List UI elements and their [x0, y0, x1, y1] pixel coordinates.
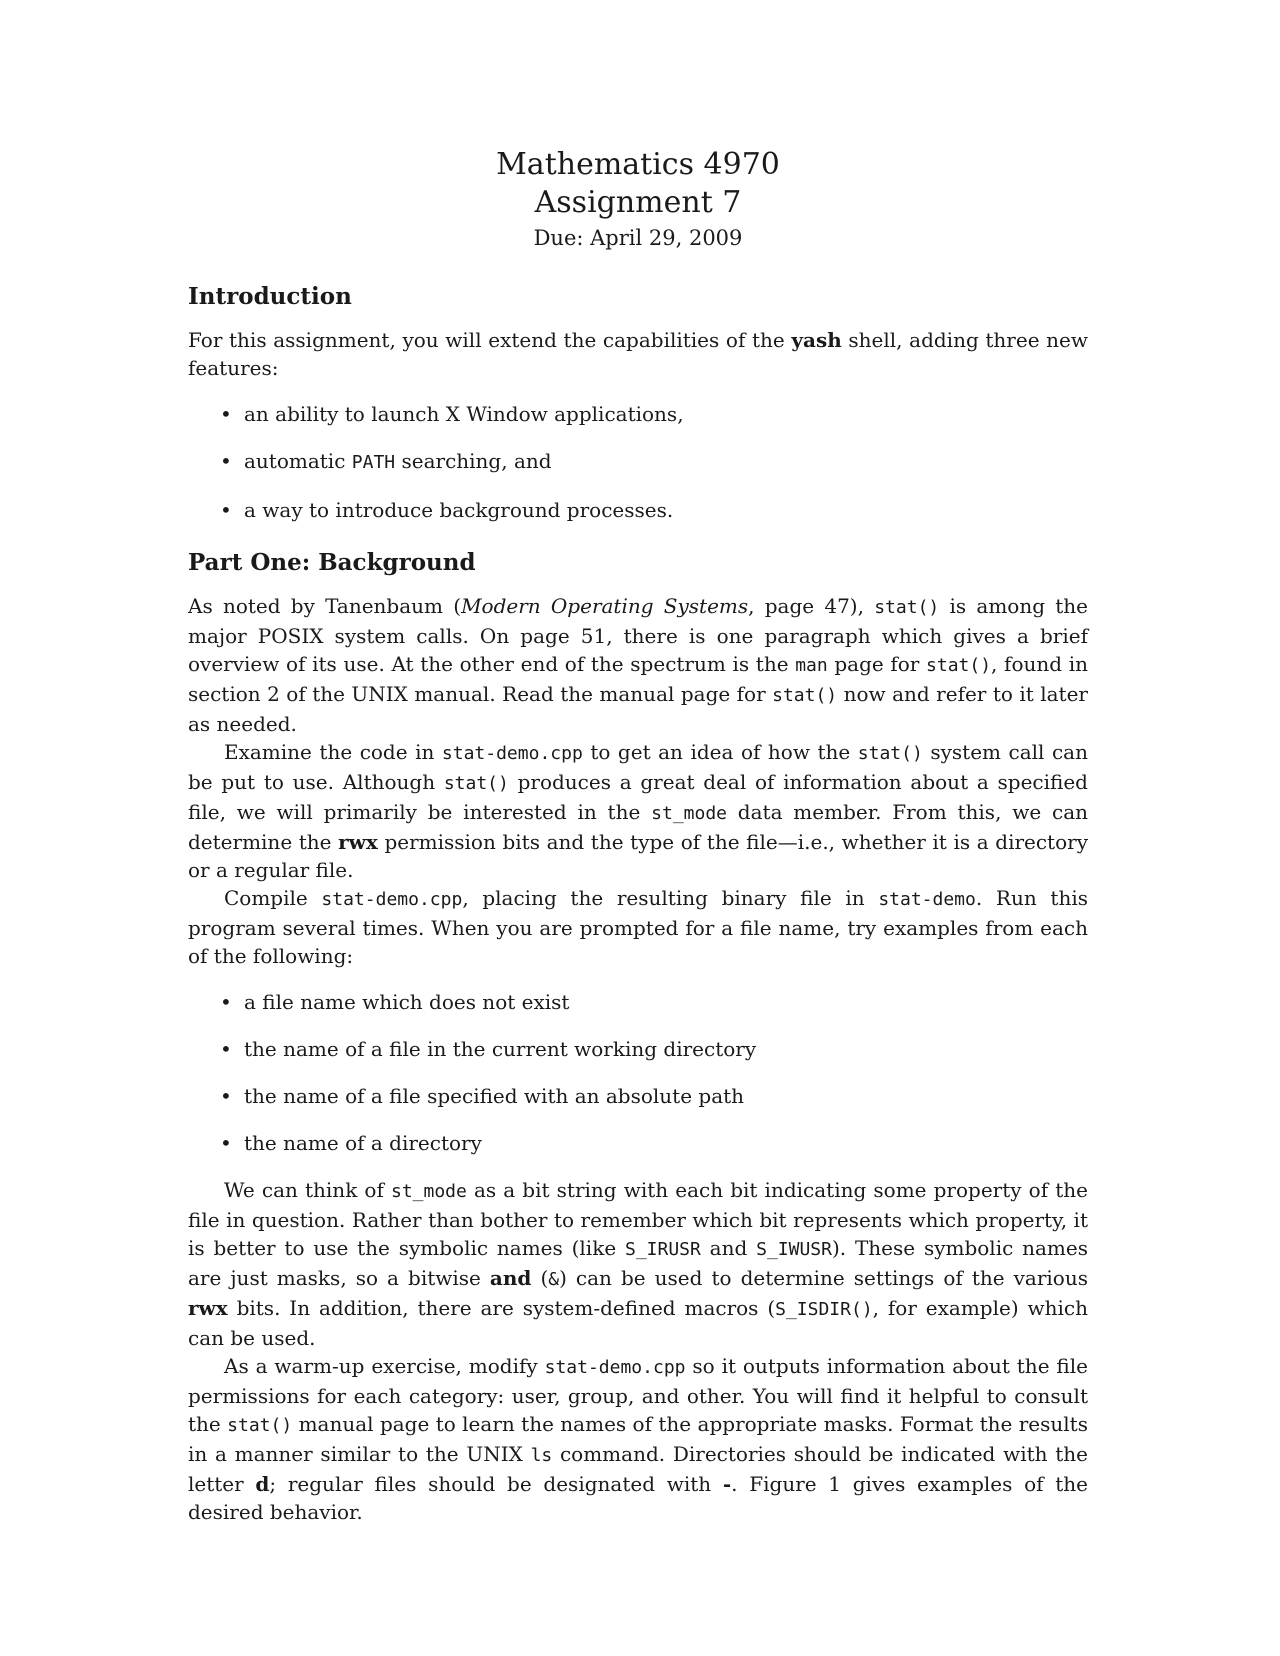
paragraph-warm-up: As a warm-up exercise, modify stat-demo.cpp so it outputs information about the file permissions for each category: user, group, and other. You will find it helpful to consult the stat() manual page to learn the names of the appropriate masks. Format the results in a manner similar to the UNIX ls command. Directories should be indicated with the letter d; regular files should be designated with -. Figure 1 gives examples of the desired behavior.: [188, 1354, 1088, 1524]
part-one-heading: Part One: Background: [188, 549, 476, 576]
book-title: Modern Operating Systems: [461, 594, 749, 618]
introduction-paragraph: For this assignment, you will extend the capabilities of the yash shell, adding three new features:: [188, 328, 1088, 380]
document-page: [188, 0, 1088, 1526]
list-item: • automatic PATH searching, and: [188, 447, 1088, 477]
title-block: [188, 146, 1088, 252]
list-item: • the name of a file specified with an absolute path: [188, 1082, 1088, 1110]
feature-list: [188, 400, 1088, 524]
paragraph-st-mode: We can think of st_mode as a bit string with each bit indicating some property of the file in question. Rather than bother to remember which bit represents which property, it is better to use the symbolic names (like S_IRUSR and S_IWUSR). These symbolic names are just masks, so a bitwise and (&) can be used to determine settings of the various rwx bits. In addition, there are system-defined macros (S_ISDIR(), for example) which can be used.: [188, 1178, 1088, 1350]
introduction-heading: Introduction: [188, 283, 352, 310]
list-item: • a way to introduce background processes.: [188, 496, 1088, 524]
paragraph-examine-code: Examine the code in stat-demo.cpp to get an idea of how the stat() system call can be put to use. Although stat() produces a great deal of information about a specified file, we will primarily be interested in the st_mode data member. From this, we can determine the rwx permission bits and the type of the file—i.e., whether it is a directory or a regular file.: [188, 740, 1089, 882]
course-title: Mathematics 4970: [496, 147, 780, 182]
paragraph-tanenbaum: As noted by Tanenbaum (Modern Operating Systems, page 47), stat() is among the major POSIX system calls. On page 51, there is one paragraph which gives a brief overview of its use. At the other end of the spectrum is the man page for stat(), found in section 2 of the UNIX manual. Read the manual page for stat() now and refer to it later as needed.: [188, 594, 1088, 736]
list-item: • an ability to launch X Window applications,: [188, 400, 1088, 428]
shell-name: yash: [791, 328, 842, 352]
example-list: [188, 988, 1088, 1157]
paragraph-compile: Compile stat-demo.cpp, placing the resulting binary file in stat-demo. Run this program several times. When you are prompted for a file name, try examples from each of the following:: [188, 886, 1088, 968]
due-date: Due: April 29, 2009: [533, 226, 743, 250]
assignment-title: Assignment 7: [534, 185, 742, 220]
list-item: • a file name which does not exist: [188, 988, 1088, 1016]
list-item: • the name of a file in the current working directory: [188, 1035, 1088, 1063]
list-item: • the name of a directory: [188, 1129, 1088, 1157]
